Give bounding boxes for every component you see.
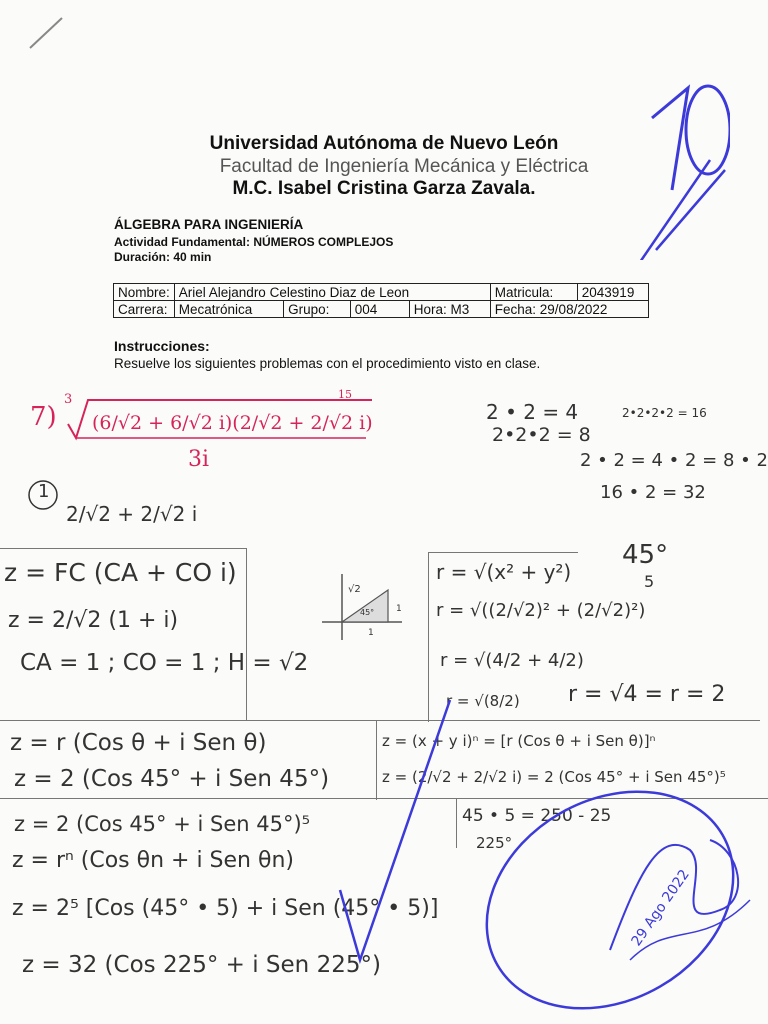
step-multiply: 45 • 5 = 250 - 25 <box>462 806 612 826</box>
faculty-title: Facultad de Ingeniería Mecánica y Eléctrica <box>219 156 589 177</box>
triangle-angle: 45° <box>360 608 375 617</box>
polar-value: z = 2 (Cos 45° + i Sen 45°) <box>14 766 330 792</box>
eq-sides: CA = 1 ; CO = 1 ; H = √2 <box>20 650 309 676</box>
grid-line-top-right <box>428 552 578 553</box>
corner-scratch <box>26 14 66 54</box>
teacher-name: M.C. Isabel Cristina Garza Zavala. <box>232 178 536 199</box>
polar-definition: z = r (Cos θ + i Sen θ) <box>10 730 267 756</box>
fecha-value: Fecha: 29/08/2022 <box>490 301 648 318</box>
part-one-number: 1 <box>38 481 50 502</box>
step-rn: z = rⁿ (Cos θn + i Sen θn) <box>12 848 294 873</box>
eq-factor: z = 2/√2 (1 + i) <box>8 608 179 633</box>
matricula-value: 2043919 <box>577 284 648 301</box>
angle-multiplier: 5 <box>644 572 655 591</box>
nombre-label: Nombre: <box>114 284 175 301</box>
r-substitution: r = √((2/√2)² + (2/√2)²) <box>436 600 646 621</box>
pow-line-3: 2•2•2 = 8 <box>492 424 591 446</box>
pow-line-2: 2•2•2•2 = 16 <box>622 406 707 420</box>
step-power: z = 2 (Cos 45° + i Sen 45°)⁵ <box>14 812 311 836</box>
university-title: Universidad Autónoma de Nuevo León <box>209 133 559 154</box>
duration-label: Duración: 40 min <box>114 250 212 264</box>
student-info-table <box>113 283 649 318</box>
angle-value: 45° <box>622 540 669 570</box>
triangle-hyp: √2 <box>348 584 361 595</box>
triangle-side-b: 1 <box>368 628 374 638</box>
part-one-expression: 2/√2 + 2/√2 i <box>66 502 198 526</box>
pow-line-1: 2 • 2 = 4 <box>486 400 579 424</box>
r-fraction: r = √(8/2) <box>446 692 520 710</box>
problem-number: 7) <box>30 402 57 432</box>
step-substitute: z = 2⁵ [Cos (45° • 5) + i Sen (45° • 5)] <box>12 896 439 921</box>
r-step: r = √(4/2 + 4/2) <box>440 650 584 671</box>
carrera-label: Carrera: <box>114 301 175 318</box>
pow-line-5: 16 • 2 = 32 <box>600 482 706 503</box>
problem-exponent: 15 <box>338 388 352 401</box>
course-name: ÁLGEBRA PARA INGENIERÍA <box>114 217 304 232</box>
hora-value: Hora: M3 <box>409 301 490 318</box>
nombre-value: Ariel Alejandro Celestino Diaz de Leon <box>174 284 490 301</box>
instructions-text: Resuelve los siguientes problemas con el procedimiento visto en clase. <box>114 356 541 371</box>
grupo-value: 004 <box>350 301 409 318</box>
triangle-side-a: 1 <box>396 604 402 614</box>
problem-expression: (6/√2 + 6/√2 i)(2/√2 + 2/√2 i) <box>92 412 373 434</box>
grupo-label: Grupo: <box>284 301 351 318</box>
matricula-label: Matricula: <box>490 284 577 301</box>
carrera-value: Mecatrónica <box>174 301 283 318</box>
grid-line-v1 <box>246 548 247 720</box>
info-row-name <box>114 284 649 301</box>
signature-date: 29 Ago 2022 <box>628 866 693 950</box>
step-result: 225° <box>476 834 513 852</box>
info-row-career <box>114 301 649 318</box>
step-final: z = 32 (Cos 225° + i Sen 225°) <box>22 952 381 978</box>
r-result: r = √4 = r = 2 <box>568 682 726 707</box>
eq-fc: z = FC (CA + CO i) <box>4 558 237 587</box>
demoivre-substitution: z = (2/√2 + 2/√2 i) = 2 (Cos 45° + i Sen 45°)⁵ <box>382 768 726 786</box>
problem-denominator: 3i <box>188 447 210 472</box>
activity-label: Actividad Fundamental: NÚMEROS COMPLEJOS <box>114 235 394 249</box>
instructions-title: Instrucciones: <box>114 338 210 354</box>
grade-mark-strokes <box>560 40 730 260</box>
problem-root-index: 3 <box>64 392 73 407</box>
pow-line-4: 2 • 2 = 4 • 2 = 8 • 2 <box>580 450 768 471</box>
demoivre-formula: z = (x + y i)ⁿ = [r (Cos θ + i Sen θ)]ⁿ <box>382 732 656 750</box>
r-definition: r = √(x² + y²) <box>436 560 572 584</box>
grid-line-top-left <box>0 548 246 549</box>
